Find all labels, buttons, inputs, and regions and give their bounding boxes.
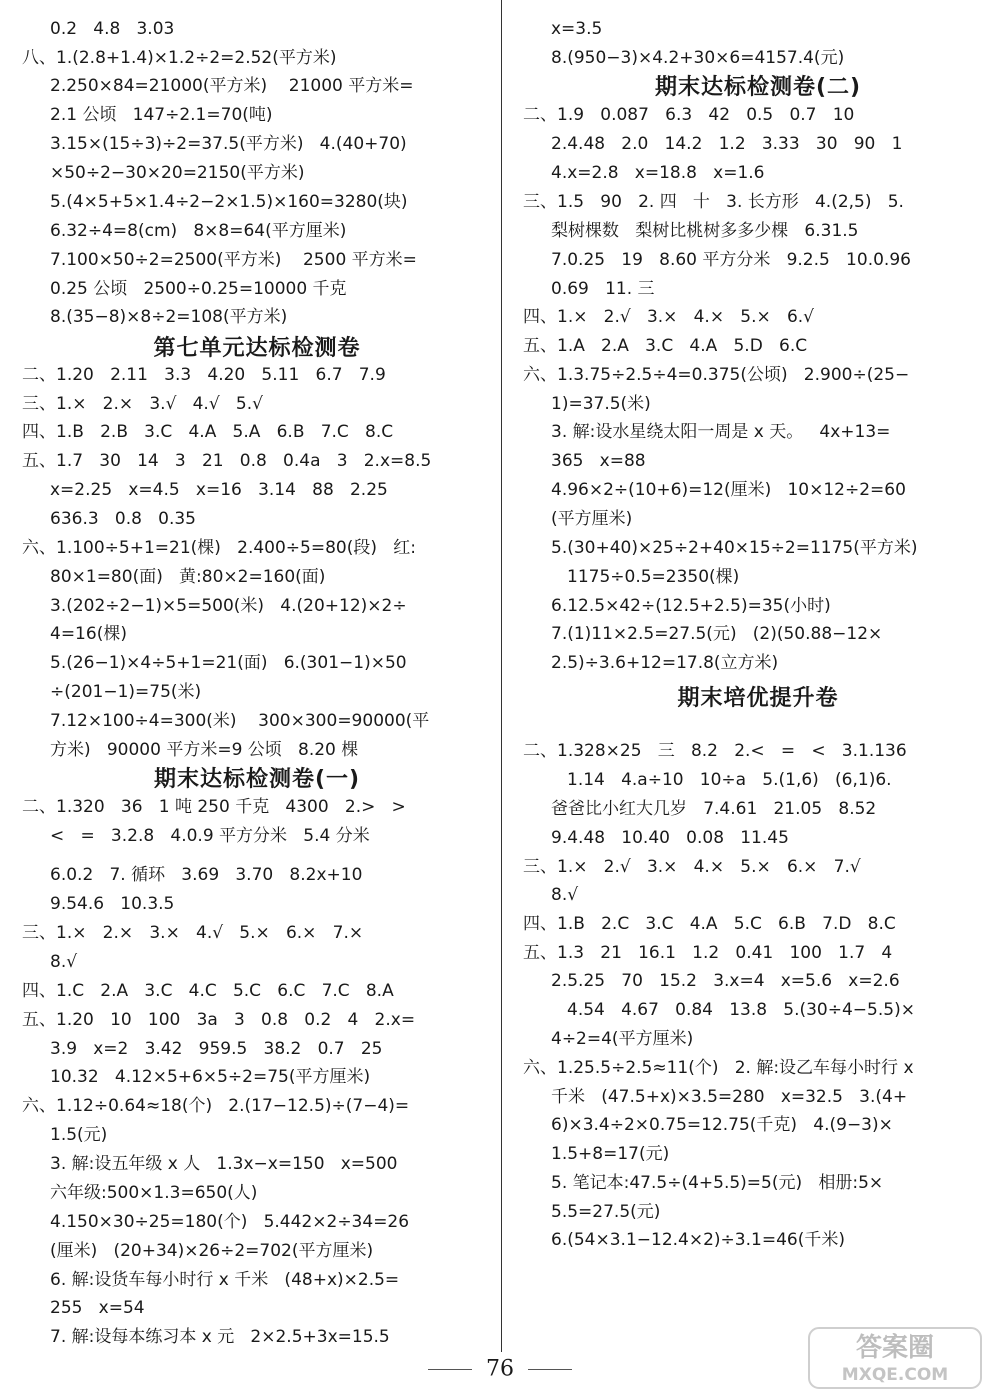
answer-line: 三、1.× 2.× 3.√ 4.√ 5.√ xyxy=(22,394,263,414)
answer-line: 三、1.× 2.√ 3.× 4.× 5.× 6.× 7.√ xyxy=(523,857,861,877)
answer-line: 0.2 4.8 3.03 xyxy=(50,19,175,39)
answer-line: 3. 解:设五年级 x 人 1.3x−x=150 x=500 xyxy=(50,1154,398,1174)
answer-line: 爸爸比小红大几岁 7.4.61 21.05 8.52 xyxy=(551,799,877,819)
watermark-top-text: 答案圈 xyxy=(855,1333,935,1363)
answer-line: 六、1.12÷0.64≈18(个) 2.(17−12.5)÷(7−4)= xyxy=(22,1096,410,1116)
answer-line: 4.150×30÷25=180(个) 5.442×2÷34=26 xyxy=(50,1212,410,1232)
answer-line: 1.5+8=17(元) xyxy=(551,1144,670,1164)
answer-line: 3. 解:设水星绕太阳一周是 x 天。 4x+13= xyxy=(551,422,891,442)
answer-line: 3.15×(15÷3)÷2=37.5(平方米) 4.(40+70) xyxy=(50,134,407,154)
answer-line: 五、1.7 30 14 3 21 0.8 0.4a 3 2.x=8.5 xyxy=(22,451,432,471)
answer-line: 6.(54×3.1−12.4×2)÷3.1=46(千米) xyxy=(551,1230,845,1250)
answer-line: 255 x=54 xyxy=(50,1298,145,1318)
answer-line: 梨树棵数 梨树比桃树多多少棵 6.31.5 xyxy=(551,221,859,241)
answer-line: 7.0.25 19 8.60 平方分米 9.2.5 10.0.96 xyxy=(551,250,911,270)
answer-line: 八、1.(2.8+1.4)×1.2÷2=2.52(平方米) xyxy=(22,48,337,68)
answer-line: 4.54 4.67 0.84 13.8 5.(30÷4−5.5)× xyxy=(567,1000,915,1020)
answer-line: 二、1.20 2.11 3.3 4.20 5.11 6.7 7.9 xyxy=(22,365,386,385)
answer-line: 5.5=27.5(元) xyxy=(551,1202,661,1222)
answer-line: 四、1.B 2.C 3.C 4.A 5.C 6.B 7.D 8.C xyxy=(523,914,896,934)
answer-line: 4=16(棵) xyxy=(50,624,127,644)
answer-line: 5.(30+40)×25÷2+40×15÷2=1175(平方米) xyxy=(551,538,918,558)
answer-line: 7.100×50÷2=2500(平方米) 2500 平方米= xyxy=(50,250,417,270)
column-divider xyxy=(501,0,502,1352)
answer-line: 7. 解:设每本练习本 x 元 2×2.5+3x=15.5 xyxy=(50,1327,390,1347)
answer-line: 六、1.3.75÷2.5÷4=0.375(公顷) 2.900÷(25− xyxy=(523,365,910,385)
answer-line: 四、1.B 2.B 3.C 4.A 5.A 6.B 7.C 8.C xyxy=(22,422,394,442)
answer-line: 2.1 公顷 147÷2.1=70(吨) xyxy=(50,105,273,125)
section-heading: 期末达标检测卷(二) xyxy=(654,75,862,100)
answer-line: 3.(202÷2−1)×5=500(米) 4.(20+12)×2÷ xyxy=(50,596,407,616)
answer-line: 8.(35−8)×8÷2=108(平方米) xyxy=(50,307,288,327)
answer-line: 千米 (47.5+x)×3.5=280 x=32.5 3.(4+ xyxy=(551,1087,908,1107)
answer-line: 8.(950−3)×4.2+30×6=4157.4(元) xyxy=(551,48,845,68)
answer-line: (平方厘米) xyxy=(551,509,633,529)
answer-line: 6. 解:设货车每小时行 x 千米 (48+x)×2.5= xyxy=(50,1270,400,1290)
answer-line: 1175÷0.5=2350(棵) xyxy=(567,567,740,587)
answer-line: 5.(26−1)×4÷5+1=21(面) 6.(301−1)×50 xyxy=(50,653,407,673)
answer-line: 7.(1)11×2.5=27.5(元) (2)(50.88−12× xyxy=(551,624,883,644)
answer-line: 四、1.C 2.A 3.C 4.C 5.C 6.C 7.C 8.A xyxy=(22,981,394,1001)
answer-line: 365 x=88 xyxy=(551,451,646,471)
answer-line: 6.0.2 7. 循环 3.69 3.70 8.2x+10 xyxy=(50,865,363,885)
answer-line: 三、1.5 90 2. 四 十 3. 长方形 4.(2,5) 5. xyxy=(523,192,904,212)
answer-line: 二、1.9 0.087 6.3 42 0.5 0.7 10 xyxy=(523,105,855,125)
answer-line: 2.250×84=21000(平方米) 21000 平方米= xyxy=(50,76,414,96)
answer-line: 1)=37.5(米) xyxy=(551,394,651,414)
page-number: 76 xyxy=(486,1356,514,1382)
answer-line: 7.12×100÷4=300(米) 300×300=90000(平 xyxy=(50,711,430,731)
answer-line: < = 3.2.8 4.0.9 平方分米 5.4 分米 xyxy=(50,826,370,846)
answer-line: 4.x=2.8 x=18.8 x=1.6 xyxy=(551,163,765,183)
answer-line: x=2.25 x=4.5 x=16 3.14 88 2.25 xyxy=(50,480,388,500)
answer-line: 2.5)÷3.6+12=17.8(立方米) xyxy=(551,653,779,673)
answer-line: 80×1=80(面) 黄:80×2=160(面) xyxy=(50,567,326,587)
answer-line: 二、1.328×25 三 8.2 2.< = < 3.1.136 xyxy=(523,741,907,761)
answer-line: 六年级:500×1.3=650(人) xyxy=(50,1183,258,1203)
answer-line: 1.14 4.a÷10 10÷a 5.(1,6) (6,1)6. xyxy=(567,770,892,790)
answer-line: 3.9 x=2 3.42 959.5 38.2 0.7 25 xyxy=(50,1039,383,1059)
watermark-bottom-text: MXQE.COM xyxy=(841,1365,949,1385)
answer-line: 4.96×2÷(10+6)=12(厘米) 10×12÷2=60 xyxy=(551,480,906,500)
answer-line: x=3.5 xyxy=(551,19,603,39)
answer-line: 636.3 0.8 0.35 xyxy=(50,509,196,529)
answer-line: (厘米) (20+34)×26÷2=702(平方厘米) xyxy=(50,1241,374,1261)
answer-line: ×50÷2−30×20=2150(平方米) xyxy=(50,163,305,183)
footer-dash-right xyxy=(528,1369,572,1370)
watermark-logo-graphic xyxy=(805,1322,985,1394)
answer-line: 五、1.20 10 100 3a 3 0.8 0.2 4 2.x= xyxy=(22,1010,416,1030)
answer-line: 8.√ xyxy=(50,952,78,972)
answer-line: 六、1.100÷5+1=21(棵) 2.400÷5=80(段) 红: xyxy=(22,538,416,558)
answer-line: 五、1.A 2.A 3.C 4.A 5.D 6.C xyxy=(523,336,808,356)
section-heading: 第七单元达标检测卷 xyxy=(153,336,361,361)
answer-line: 10.32 4.12×5+6×5÷2=75(平方厘米) xyxy=(50,1067,371,1087)
answer-line: 三、1.× 2.× 3.× 4.√ 5.× 6.× 7.× xyxy=(22,923,364,943)
answer-line: 4÷2=4(平方厘米) xyxy=(551,1029,694,1049)
answer-line: 5. 笔记本:47.5÷(4+5.5)=5(元) 相册:5× xyxy=(551,1173,884,1193)
section-heading: 期末达标检测卷(一) xyxy=(153,767,361,792)
answer-line: 0.25 公顷 2500÷0.25=10000 千克 xyxy=(50,279,347,299)
answer-line: 9.4.48 10.40 0.08 11.45 xyxy=(551,828,789,848)
footer-dash-left xyxy=(428,1369,472,1370)
answer-line: 2.4.48 2.0 14.2 1.2 3.33 30 90 1 xyxy=(551,134,903,154)
answer-line: 0.69 11. 三 xyxy=(551,279,655,299)
answer-line: 6.32÷4=8(cm) 8×8=64(平方厘米) xyxy=(50,221,347,241)
answer-line: 方米) 90000 平方米=9 公顷 8.20 棵 xyxy=(50,740,359,760)
section-heading: 期末培优提升卷 xyxy=(677,686,839,711)
answer-line: 四、1.× 2.√ 3.× 4.× 5.× 6.√ xyxy=(523,307,815,327)
answer-line: 五、1.3 21 16.1 1.2 0.41 100 1.7 4 xyxy=(523,943,893,963)
answer-line: 6)×3.4÷2×0.75=12.75(千克) 4.(9−3)× xyxy=(551,1115,893,1135)
answer-line: ÷(201−1)=75(米) xyxy=(50,682,202,702)
answer-line: 六、1.25.5÷2.5≈11(个) 2. 解:设乙车每小时行 x xyxy=(523,1058,914,1078)
answer-line: 2.5.25 70 15.2 3.x=4 x=5.6 x=2.6 xyxy=(551,971,900,991)
answer-line: 5.(4×5+5×1.4÷2−2×1.5)×160=3280(块) xyxy=(50,192,408,212)
answer-line: 9.54.6 10.3.5 xyxy=(50,894,175,914)
answer-line: 8.√ xyxy=(551,885,579,905)
answer-line: 二、1.320 36 1 吨 250 千克 4300 2.> > xyxy=(22,797,406,817)
answer-line: 6.12.5×42÷(12.5+2.5)=35(小时) xyxy=(551,596,831,616)
answer-line: 1.5(元) xyxy=(50,1125,108,1145)
watermark-logo xyxy=(805,1322,985,1394)
